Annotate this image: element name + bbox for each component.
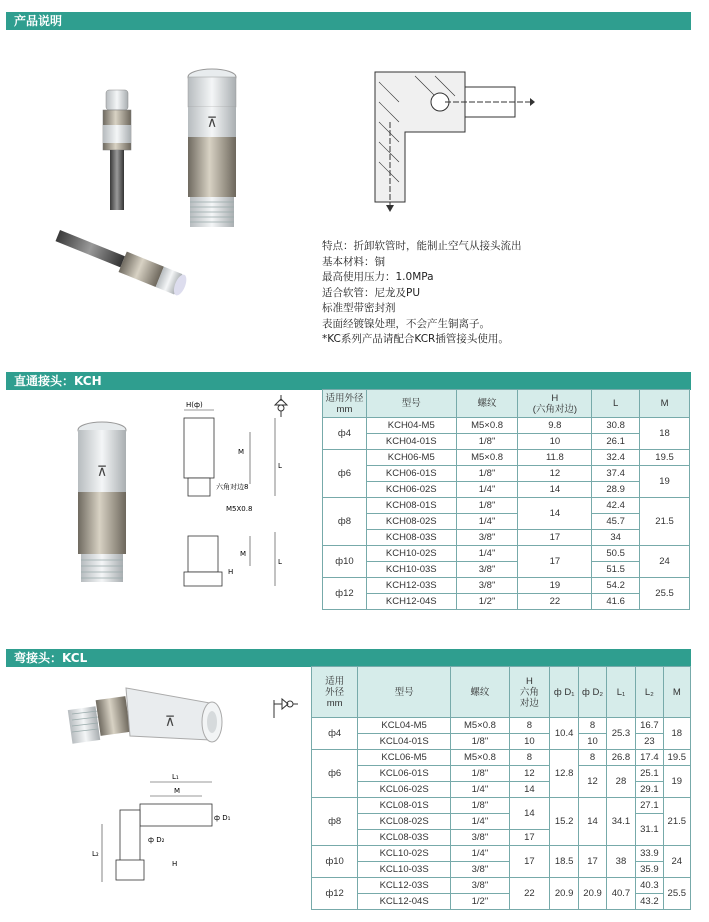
kch-col-header: M	[640, 390, 690, 418]
dim-label-l1: L₁	[172, 773, 179, 781]
table-cell: 17	[509, 830, 549, 846]
table-cell: 19	[663, 766, 690, 798]
kcl-col-header: L₁	[606, 667, 635, 718]
feature-line: 标准型带密封剂	[322, 302, 396, 314]
table-cell: KCL08-03S	[358, 830, 451, 846]
table-cell: 31.1	[636, 814, 663, 846]
table-cell: KCH08-01S	[366, 498, 456, 514]
table-cell: 10	[518, 434, 592, 450]
table-cell: 3/8"	[450, 830, 509, 846]
svg-text:⊼: ⊼	[164, 714, 176, 730]
table-cell: 26.8	[606, 750, 635, 766]
feature-line: 基本材料：铜	[322, 255, 385, 268]
table-cell: M5×0.8	[450, 718, 509, 734]
table-cell: 12	[579, 766, 606, 798]
table-cell: 29.1	[636, 782, 663, 798]
table-cell: KCL12-03S	[358, 878, 451, 894]
kcl-col-header: 适用 外径 mm	[312, 667, 358, 718]
kcl-product-photo	[60, 678, 240, 758]
feature-line: *KC系列产品请配合KCR插管接头使用。	[322, 333, 509, 345]
dim-label-h2: H	[228, 568, 234, 576]
section-title-intro: 产品说明	[6, 12, 691, 30]
table-cell: 40.3	[636, 878, 663, 894]
table-cell: 51.5	[592, 562, 640, 578]
table-cell: KCL06-01S	[358, 766, 451, 782]
kch-col-header: 型号	[366, 390, 456, 418]
table-cell: 14	[579, 798, 606, 846]
table-cell: KCH08-02S	[366, 514, 456, 530]
table-cell: 23	[636, 734, 663, 750]
table-cell: 45.7	[592, 514, 640, 530]
table-cell: KCL12-04S	[358, 894, 451, 910]
feature-list	[322, 239, 522, 348]
kcl-dimension-drawing	[92, 770, 242, 888]
table-cell: 18	[663, 718, 690, 750]
kcl-col-header: 型号	[358, 667, 451, 718]
table-cell: 21.5	[663, 798, 690, 846]
kch-col-header: 适用外径 mm	[323, 390, 367, 418]
table-cell: 14	[509, 798, 549, 830]
kcl-col-header: H 六角 对边	[509, 667, 549, 718]
table-cell: KCH10-02S	[366, 546, 456, 562]
table-cell: 24	[640, 546, 690, 578]
table-cell: 1/4"	[450, 814, 509, 830]
kch-spec-table	[322, 389, 690, 610]
table-cell: KCL04-01S	[358, 734, 451, 750]
table-cell: 10	[509, 734, 549, 750]
table-cell: ф10	[323, 546, 367, 578]
feature-line: 适合软管：尼龙及PU	[322, 286, 421, 299]
check-valve-symbol-kch	[270, 395, 292, 417]
table-cell: ф12	[323, 578, 367, 610]
table-cell: 38	[606, 846, 635, 878]
table-cell: 18.5	[549, 846, 578, 878]
table-cell: 40.7	[606, 878, 635, 910]
feature-line: 最高使用压力：1.0MPa	[322, 271, 434, 283]
dim-label-thread: M5X0.8	[226, 505, 253, 513]
feature-line: 表面经镀镍处理，不会产生铜离子。	[322, 317, 490, 330]
table-cell: KCL06-M5	[358, 750, 451, 766]
table-cell: 50.5	[592, 546, 640, 562]
table-cell: 3/8"	[450, 862, 509, 878]
table-cell: 30.8	[592, 418, 640, 434]
dim-label-h: H(ф)	[186, 401, 203, 409]
table-cell: 28.9	[592, 482, 640, 498]
table-cell: 1/4"	[450, 782, 509, 798]
table-cell: KCH06-01S	[366, 466, 456, 482]
kch-product-photo	[62, 420, 142, 590]
table-cell: KCL04-M5	[358, 718, 451, 734]
table-cell: 1/4"	[456, 514, 518, 530]
table-cell: 54.2	[592, 578, 640, 594]
table-cell: 21.5	[640, 498, 690, 546]
table-cell: 1/8"	[450, 798, 509, 814]
svg-text:⊼: ⊼	[96, 464, 108, 480]
dim-label-d2: ф D₂	[148, 836, 165, 844]
table-cell: 25.3	[606, 718, 635, 750]
table-cell: 17	[579, 846, 606, 878]
table-cell: 17	[518, 546, 592, 578]
table-cell: 14	[518, 482, 592, 498]
table-cell: 12	[509, 766, 549, 782]
table-cell: 19	[518, 578, 592, 594]
table-cell: 8	[579, 718, 606, 734]
section-title-kcl: 弯接头：KCL	[6, 649, 691, 667]
dim-label-m: M	[174, 787, 181, 795]
table-cell: KCH10-03S	[366, 562, 456, 578]
kcl-spec-table	[311, 666, 691, 910]
table-cell: 1/2"	[450, 894, 509, 910]
table-cell: 19	[640, 466, 690, 498]
kch-col-header: L	[592, 390, 640, 418]
table-cell: KCH06-M5	[366, 450, 456, 466]
dim-label-l2: L₂	[92, 850, 99, 858]
table-cell: 1/4"	[456, 482, 518, 498]
table-cell: 10.4	[549, 718, 578, 750]
table-cell: 35.9	[636, 862, 663, 878]
table-cell: 16.7	[636, 718, 663, 734]
table-cell: 33.9	[636, 846, 663, 862]
check-valve-symbol-kcl	[272, 696, 298, 718]
table-cell: ф6	[312, 750, 358, 798]
table-cell: 3/8"	[456, 562, 518, 578]
table-cell: 24	[663, 846, 690, 878]
table-cell: 26.1	[592, 434, 640, 450]
table-cell: ф8	[323, 498, 367, 546]
table-cell: 1/2"	[456, 594, 518, 610]
table-cell: 22	[509, 878, 549, 910]
dim-label-m2: M	[240, 550, 247, 558]
table-cell: KCH12-04S	[366, 594, 456, 610]
table-cell: 14	[518, 498, 592, 530]
kcl-col-header: ф D₁	[549, 667, 578, 718]
table-cell: ф4	[312, 718, 358, 750]
table-cell: 32.4	[592, 450, 640, 466]
table-cell: KCH06-02S	[366, 482, 456, 498]
dim-label-hex: 六角对边8	[216, 483, 249, 491]
section-title-kch: 直通接头：KCH	[6, 372, 691, 390]
table-cell: M5×0.8	[456, 418, 518, 434]
kch-col-header: 螺纹	[456, 390, 518, 418]
svg-text:⊼: ⊼	[206, 115, 218, 131]
table-cell: 1/8"	[450, 766, 509, 782]
table-cell: 17.4	[636, 750, 663, 766]
table-cell: M5×0.8	[450, 750, 509, 766]
table-cell: ф10	[312, 846, 358, 878]
table-cell: KCL06-02S	[358, 782, 451, 798]
dim-label-l: L	[278, 462, 282, 470]
table-cell: 15.2	[549, 798, 578, 846]
table-cell: 19.5	[663, 750, 690, 766]
table-cell: 28	[606, 766, 635, 798]
table-cell: 12	[518, 466, 592, 482]
table-cell: 3/8"	[456, 530, 518, 546]
table-cell: 12.8	[549, 750, 578, 798]
table-cell: 8	[579, 750, 606, 766]
table-cell: KCL10-03S	[358, 862, 451, 878]
kcl-col-header: L₂	[636, 667, 663, 718]
section-diagram-intro	[345, 62, 535, 212]
table-cell: 20.9	[579, 878, 606, 910]
table-cell: 19.5	[640, 450, 690, 466]
table-cell: 14	[509, 782, 549, 798]
table-cell: KCL08-02S	[358, 814, 451, 830]
table-cell: KCL08-01S	[358, 798, 451, 814]
table-cell: ф12	[312, 878, 358, 910]
table-cell: 22	[518, 594, 592, 610]
kcl-col-header: 螺纹	[450, 667, 509, 718]
table-cell: 17	[518, 530, 592, 546]
table-cell: ф8	[312, 798, 358, 846]
product-photos-intro	[40, 55, 270, 315]
table-cell: KCH12-03S	[366, 578, 456, 594]
table-cell: 3/8"	[450, 878, 509, 894]
table-cell: 3/8"	[456, 578, 518, 594]
table-cell: 18	[640, 418, 690, 450]
table-cell: KCH08-03S	[366, 530, 456, 546]
dim-label-m: M	[238, 448, 245, 456]
kch-col-header: H (六角对边)	[518, 390, 592, 418]
dim-label-h: H	[172, 860, 178, 868]
table-cell: 43.2	[636, 894, 663, 910]
kcl-col-header: ф D₂	[579, 667, 606, 718]
table-cell: 1/8"	[456, 498, 518, 514]
table-cell: 17	[509, 846, 549, 878]
table-cell: ф6	[323, 450, 367, 498]
table-cell: 10	[579, 734, 606, 750]
table-cell: 9.8	[518, 418, 592, 434]
table-cell: ф4	[323, 418, 367, 450]
table-cell: 8	[509, 750, 549, 766]
dim-label-l2: L	[278, 558, 282, 566]
table-cell: KCH04-01S	[366, 434, 456, 450]
feature-line: 特点：折卸软管时，能制止空气从接头流出	[322, 240, 522, 252]
table-cell: 34.1	[606, 798, 635, 846]
table-cell: 11.8	[518, 450, 592, 466]
table-cell: 1/4"	[450, 846, 509, 862]
dim-label-d1: ф D₁	[214, 814, 231, 822]
table-cell: 1/8"	[456, 466, 518, 482]
table-cell: 25.1	[636, 766, 663, 782]
table-cell: 25.5	[663, 878, 690, 910]
table-cell: 42.4	[592, 498, 640, 514]
table-cell: 1/8"	[450, 734, 509, 750]
table-cell: KCH04-M5	[366, 418, 456, 434]
table-cell: KCL10-02S	[358, 846, 451, 862]
table-cell: 27.1	[636, 798, 663, 814]
kch-dimension-drawing	[170, 396, 315, 596]
table-cell: 1/4"	[456, 546, 518, 562]
table-cell: 25.5	[640, 578, 690, 610]
table-cell: 8	[509, 718, 549, 734]
table-cell: 34	[592, 530, 640, 546]
table-cell: M5×0.8	[456, 450, 518, 466]
table-cell: 37.4	[592, 466, 640, 482]
table-cell: 41.6	[592, 594, 640, 610]
table-cell: 1/8"	[456, 434, 518, 450]
kcl-col-header: M	[663, 667, 690, 718]
table-cell: 20.9	[549, 878, 578, 910]
